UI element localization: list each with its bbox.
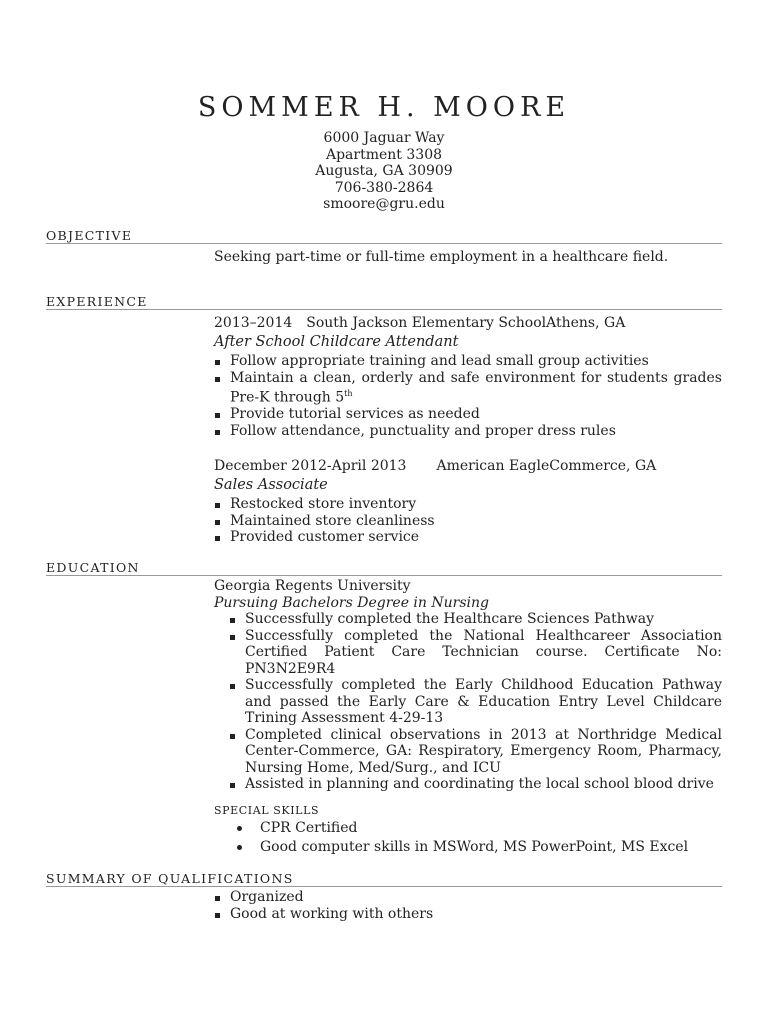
education-block	[214, 578, 722, 857]
phone-number: 706-380-2864	[334, 179, 434, 196]
job-entry	[214, 315, 722, 439]
job-employer: American Eagle	[436, 458, 550, 474]
list-item: CPR Certified	[214, 819, 722, 838]
job-location: Athens, GA	[546, 315, 626, 331]
list-item: Restocked store inventory	[214, 496, 722, 513]
experience-heading: EXPERIENCE	[46, 294, 722, 310]
address-line-1: 6000 Jaguar Way	[323, 130, 445, 146]
special-skills-heading: SPECIAL SKILLS	[214, 803, 320, 817]
contact-block	[0, 130, 768, 213]
list-item: Successfully completed the National Healthcareer Association Certified Patient Care Technician course. Certificate No: PN3N2E9R4	[229, 628, 722, 678]
address-line-2: Apartment 3308	[325, 146, 443, 163]
list-item: Follow attendance, punctuality and proper dress rules	[214, 423, 722, 440]
list-item: Completed clinical observations in 2013 at Northridge Medical Center-Commerce, GA: Respiratory, Emergency Room, Pharmacy, Nursing Home, Med/Surg., and ICU	[229, 727, 722, 777]
job-header-row	[214, 458, 722, 475]
list-item: Organized	[214, 889, 722, 906]
job-dates: 2013–2014	[214, 315, 293, 331]
job-duties-list	[214, 496, 722, 546]
list-item: Maintain a clean, orderly and safe environment for students grades Pre-K through 5th	[214, 370, 722, 407]
resume-name: SOMMER H. MOORE	[197, 92, 571, 123]
objective-heading: OBJECTIVE	[46, 228, 722, 244]
list-item: Good computer skills in MSWord, MS PowerPoint, MS Excel	[214, 838, 722, 857]
summary-block	[214, 889, 722, 922]
summary-list	[214, 889, 722, 922]
objective-text: Seeking part-time or full-time employment in a healthcare field.	[214, 249, 669, 265]
job-entry	[214, 458, 722, 546]
summary-heading: SUMMARY OF QUALIFICATIONS	[46, 871, 722, 887]
list-item: Successfully completed the Early Childhood Education Pathway and passed the Early Care & Education Entry Level Childcare Trining Assessment 4-29-13	[229, 677, 722, 727]
list-item: Assisted in planning and coordinating the local school blood drive	[229, 776, 722, 793]
list-item: Maintained store cleanliness	[214, 513, 722, 530]
city-state-zip: Augusta, GA 30909	[315, 163, 453, 179]
school-name: Georgia Regents University	[214, 578, 411, 594]
list-item: Good at working with others	[214, 906, 722, 923]
job-header-row	[214, 315, 722, 332]
job-title: After School Childcare Attendant	[214, 333, 459, 350]
list-item: Successfully completed the Healthcare Sciences Pathway	[229, 611, 722, 628]
job-location: Commerce, GA	[549, 458, 657, 474]
job-duties-list	[214, 353, 722, 439]
list-item: Provided customer service	[214, 529, 722, 546]
job-employer: South Jackson Elementary School	[306, 315, 547, 331]
special-skills-list	[214, 819, 722, 857]
education-list	[214, 611, 722, 793]
list-item: Follow appropriate training and lead small group activities	[214, 353, 722, 370]
job-dates: December 2012-April 2013	[214, 458, 407, 474]
job-title: Sales Associate	[214, 476, 328, 493]
degree-name: Pursuing Bachelors Degree in Nursing	[214, 594, 489, 611]
list-item: Provide tutorial services as needed	[214, 406, 722, 423]
email-address: smoore@gru.edu	[323, 196, 445, 212]
education-heading: EDUCATION	[46, 560, 722, 576]
superscript: th	[344, 389, 353, 398]
